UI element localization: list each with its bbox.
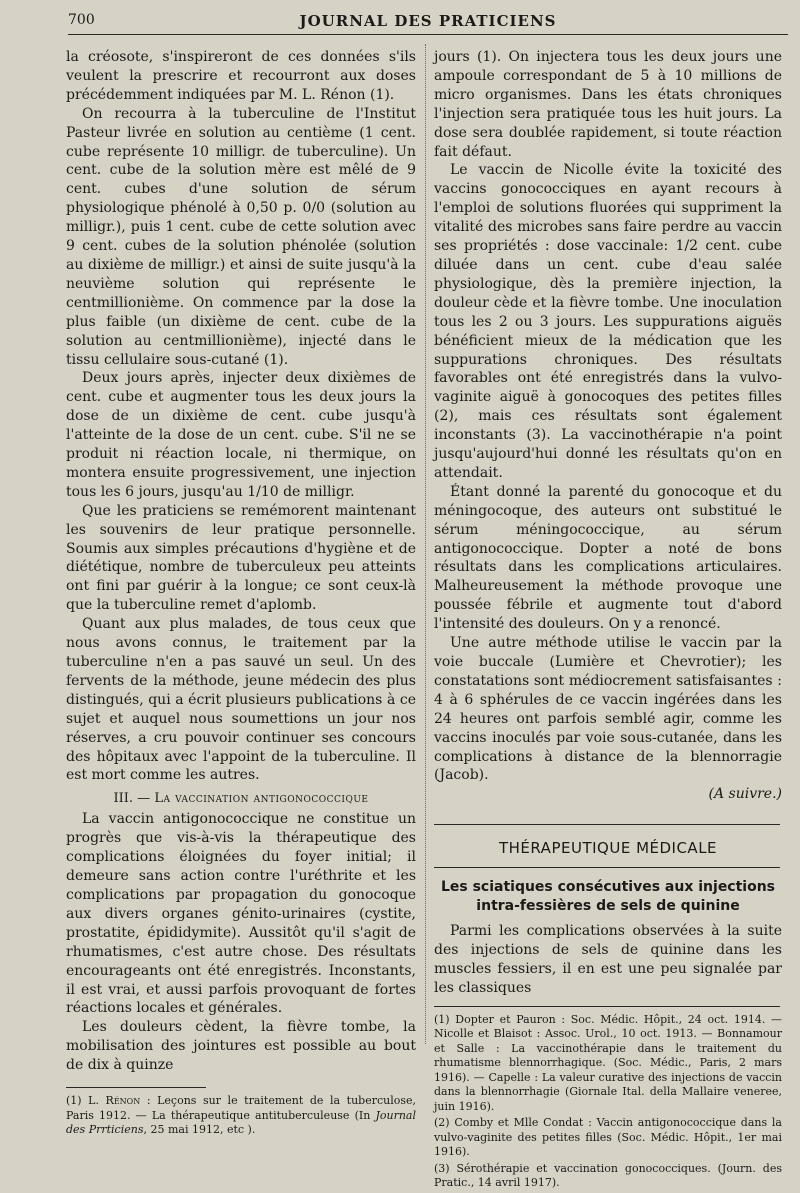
footnote-author: Rénon — [105, 1094, 141, 1108]
rubric-rule — [434, 867, 780, 868]
footnote: (2) Comby et Mlle Condat : Vaccin antigonococcique dans la vulvo-vaginite des petites filles (Soc. Médic. Hôpit., 1er mai 1916). — [434, 1116, 782, 1159]
footnote-number: (1) L. — [66, 1094, 99, 1108]
paragraph: jours (1). On injectera tous les deux jours une ampoule correspondant de 5 à 10 millions de micro organismes. Dans les états chroniques l'injection sera pratiquée tous les huit jours. La dose sera doublée rapidement, si toute réaction fait défaut. — [434, 49, 782, 160]
section-rule — [434, 824, 780, 825]
paragraph: Quant aux plus malades, de tous ceux que nous avons connus, le traitement par la tuberculine n'en a pas sauvé un seul. Un des fervents de la méthode, jeune médecin des plus distingués, qui a écrit plusieurs publications à ce sujet et auquel nous soumettions un jour nos réserves, a cru pouvoir continuer ses concours des hôpitaux avec l'appoint de la tuberculine. Il est mort comme les autres. — [66, 616, 416, 784]
paragraph: Que les praticiens se remémorent maintenant les souvenirs de leur pratique personnelle. Soumis aux simples précautions d'hygiène et de diététique, nombre de tuberculeux peu atteints ont fini par guérir à la longue; ce sont ceux-là que la tuberculine remet d'aplomb. — [66, 502, 416, 614]
to-be-continued: (A suivre.) — [708, 786, 782, 803]
section-name: La vaccination antigonococcique — [154, 791, 369, 807]
footnote-end: , 25 mai 1912, etc ). — [143, 1123, 256, 1137]
footnote: (1) Dopter et Pauron : Soc. Médic. Hôpit., 24 oct. 1914. — Nicolle et Blaisot : Assoc. Urol., 10 oct. 1913. — Bonnamour et Salle : La vaccinothérapie dans le traitement du rhumatisme blennorrhagique. (Soc. Médic., Paris, 2 mars 1916). — Capelle : La valeur curative des injections de vaccin dans la blennorrhagie (Giornale Ital. della Mallaire veneree, juin 1916). — [434, 1012, 782, 1113]
paragraph: La vaccin antigonococcique ne constitue un progrès que vis-à-vis la thérapeutique des complications éloignées du foyer initial; il demeure sans action contre l'uréthrite et les complications par propagation du gonocoque aux divers organes génito-urinaires (cystite, prostatite, épididymite). Aussitôt qu'il s'agit de rhumatismes, c'est autre chose. Des résultats encourageants ont été enregistrés. Inconstants, il est vrai, et aussi parfois provoquant de fortes réactions locales et générales. — [66, 811, 416, 1017]
footnote-rule — [66, 1087, 206, 1088]
article-title: Les sciatiques consécutives aux injections intra-fessières de sels de quinine — [440, 879, 776, 915]
footnote — [66, 1094, 416, 1138]
rubric-heading: THÉRAPEUTIQUE MÉDICALE — [498, 839, 718, 858]
paragraph: la créosote, s'inspireront de ces données s'ils veulent la prescrire et recourront aux doses précédemment indiquées par M. L. Rénon (1). — [66, 49, 416, 103]
paragraph: Les douleurs cèdent, la fièvre tombe, la mobilisation des jointures est possible au bout de dix à quinze — [66, 1019, 416, 1074]
journal-title: JOURNAL DES PRATICIENS — [299, 12, 557, 30]
footnote-rule — [434, 1006, 780, 1007]
section-number: III. — — [113, 791, 151, 807]
running-header — [68, 10, 788, 35]
footnote-text: : Leçons sur le traitement de la tuberculose, Paris 1912. — La thérapeutique antituberculeuse (In — [66, 1094, 416, 1122]
paragraph: Une autre méthode utilise le vaccin par la voie buccale (Lumière et Chevrotier); les constatations sont médiocrement satisfaisantes : 4 à 6 sphérules de ce vaccin ingérées dans les 24 heures ont parfois semblé agir, comme les vaccins inoculés par voie sous-cutanée, dans les complications à distance de la blennorragie (Jacob). — [434, 635, 782, 784]
footnote: (3) Sérothérapie et vaccination gonococciques. (Journ. des Pratic., 14 avril 1917). — [434, 1161, 782, 1190]
paragraph: On recourra à la tuberculine de l'Institut Pasteur livrée en solution au centième (1 cent. cube représente 10 milligr. de tuberculine). Un cent. cube de la solution mère est mêlé de 9 cent. cubes d'une solution de sérum physiologique phénolé à 0,50 p. 0/0 (solution au milligr.), puis 1 cent. cube de cette solution avec 9 cent. cubes de la solution phénolée (solution au dixième de milligr.) et ainsi de suite jusqu'à la neuvième solution qui représente le centmillionième. On commence par la dose la plus faible (un dixième de cent. cube de la solution au centmillionième), injecté dans le tissu cellulaire sous-cutané (1). — [66, 105, 416, 368]
section-heading — [66, 791, 416, 806]
paragraph: Parmi les complications observées à la suite des injections de sels de quinine dans les muscles fessiers, il en est une peu signalée par les classiques — [434, 923, 782, 996]
paragraph: Étant donné la parenté du gonocoque et du méningocoque, des auteurs ont substitué le sérum méningococcique, au sérum antigonococcique. Dopter a noté de bons résultats dans les complications articulaires. Malheureusement la méthode provoque une poussée fébrile et augmente tout d'abord l'intensité des douleurs. On y a renoncé. — [434, 483, 782, 633]
paragraph: Deux jours après, injecter deux dixièmes de cent. cube et augmenter tous les deux jours la dose de un dixième de cent. cube jusqu'à l'atteinte de la dose de un cent. cube. S'il ne se produit ni réaction locale, ni thermique, on montera ensuite progressivement, une injection tous les 6 jours, jusqu'au 1/10 de milligr. — [66, 370, 416, 500]
left-column — [66, 48, 416, 1140]
right-column — [434, 48, 782, 1193]
page-number: 700 — [68, 12, 95, 28]
footnote-journal: Journal des Prrticiens — [66, 1108, 417, 1137]
column-divider — [425, 44, 426, 1044]
paragraph: Le vaccin de Nicolle évite la toxicité des vaccins gonococciques en ayant recours à l'emploi de solutions fluorées qui suppriment la vitalité des microbes sans faire perdre au vaccin ses propriétés : dose vaccinale: 1/2 cent. cube diluée dans un cent. cube d'eau salée physiologique, dès la première injection, la douleur cède et la fièvre tombe. Une inoculation tous les 2 ou 3 jours. Les suppurations aiguës bénéficient mieux de la médication que les suppurations chroniques. Des résultats favorables ont été enregistrés dans la vulvo-vaginite aiguë à gonocoques des petites filles (2), mais ces résultats sont également inconstants (3). La vaccinothérapie n'a point jusqu'aujourd'hui donné les résultats qu'on en attendait. — [434, 162, 782, 481]
